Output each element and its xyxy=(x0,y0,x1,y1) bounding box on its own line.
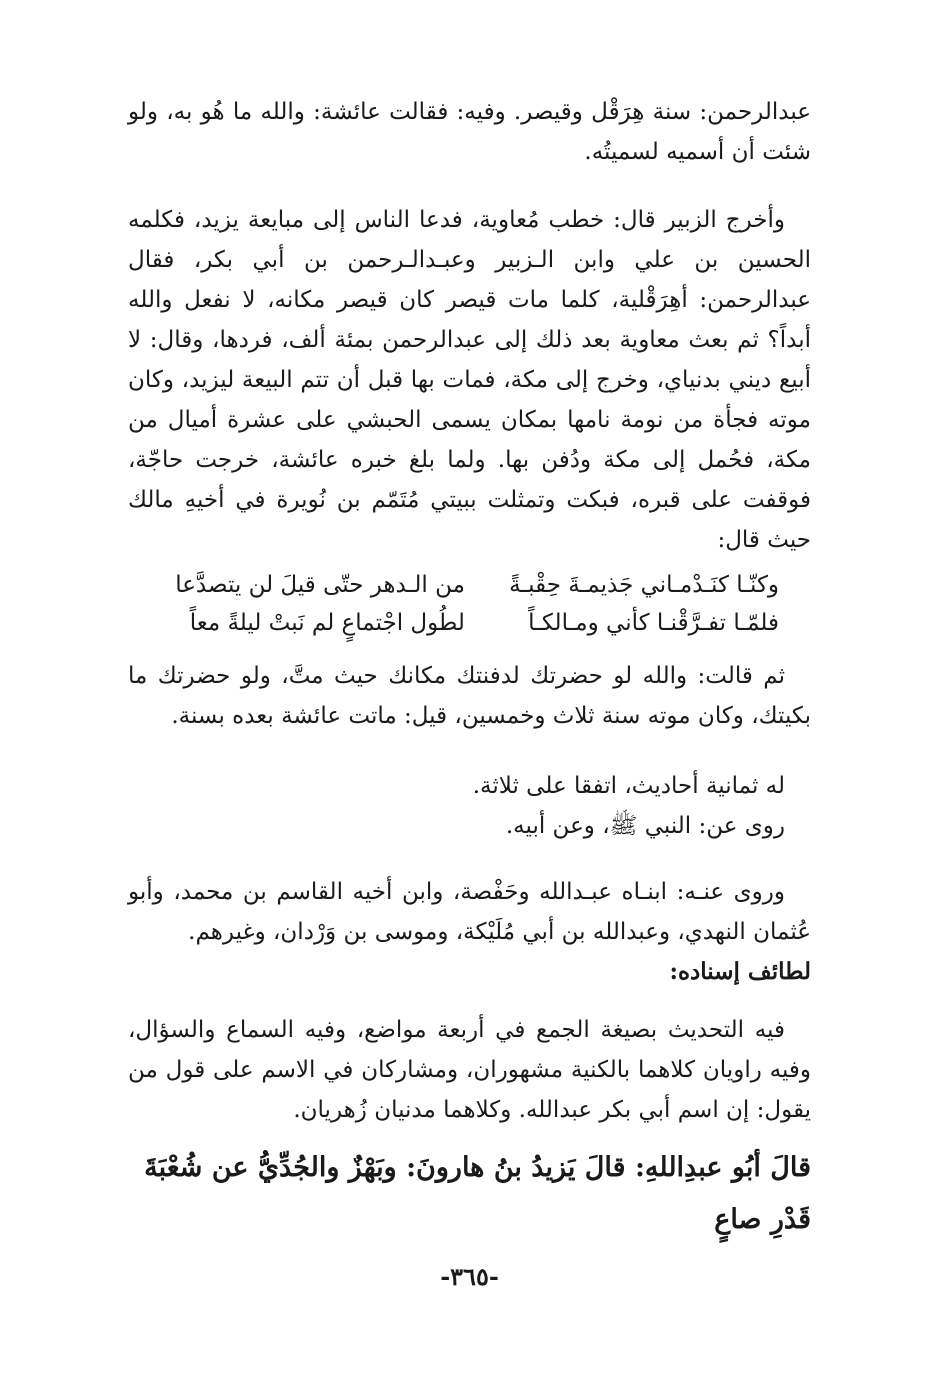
line-hadith-count: له ثمانية أحاديث، اتفقا على ثلاثة. xyxy=(472,773,785,799)
verse-1-first-hemistich: وكنّـا كنَـدْمـاني جَذيمـةَ حِقْبـةً xyxy=(509,572,779,598)
verse-2-second-hemistich: لطُول اجْتماعٍ لم نَبتْ ليلةً معاً xyxy=(189,610,465,636)
paragraph-block-4 xyxy=(128,766,811,846)
line-narrated-from: روى عن: النبي ﷺ، وعن أبيه. xyxy=(505,813,785,839)
poem-verse-2 xyxy=(175,604,779,642)
paragraph-block-5 xyxy=(128,872,811,992)
paragraph-block-1 xyxy=(128,92,811,172)
verse-1-second-hemistich: من الـدهر حتّى قيلَ لن يتصدَّعا xyxy=(175,572,465,598)
section-heading-lataif: لطائف إسناده: xyxy=(669,958,811,985)
paragraph-narrators-from-him: وروى عنـه: ابنـاه عبـدالله وحَفْصة، وابن أخيه القاسم بن محمد، وأبو عُثمان النهدي، وعبدالله بن أبي مُلَيْكة، وموسى بن وَرْدان، وغيرهم. xyxy=(128,879,811,945)
paragraph-zubair-narration: وأخرج الزبير قال: خطب مُعاوية، فدعا الناس إلى مبايعة يزيد، فكلمه الحسين بن علي وابن الـزبير وعبـدالـرحمن بن أبي بكر، فقال عبدالرحمن: أهِرَقْلية، كلما مات قيصر كان قيصر مكانه، لا نفعل والله أبداً؟ ثم بعث معاوية بعد ذلك إلى عبدالرحمن بمئة ألف، فردها، وقال: لا أبيع ديني بدنياي، وخرج إلى مكة، فمات بها قبل أن تتم البيعة ليزيد، وكان موته فجأة من نومة نامها بمكان يسمى الحبشي على عشرة أميال من مكة، فحُمل إلى مكة ودُفن بها. ولما بلغ خبره عائشة، خرجت حاجّة، فوقفت على قبره، فبكت وتمثلت ببيتي مُتَمّم بن نُويرة في أخيهِ مالك حيث قال: xyxy=(128,207,812,553)
paragraph-block-6 xyxy=(128,1010,811,1130)
page-number: -٣٦٥- xyxy=(440,1262,499,1291)
paragraph-block-3 xyxy=(128,656,811,736)
paragraph-isnad-notes: فيه التحديث بصيغة الجمع في أربعة مواضع، وفيه السماع والسؤال، وفيه راويان كلاهما بالكنية مشهوران، ومشاركان في الاسم على قول من يقول: إن اسم أبي بكر عبدالله. وكلاهما مدنيان زُهريان. xyxy=(128,1017,811,1123)
paragraph-block-2 xyxy=(128,200,811,560)
verse-2-first-hemistich: فلمّـا تفـرَّقْنـا كأني ومـالكـاً xyxy=(528,610,779,636)
poem-verse-1 xyxy=(175,566,779,604)
hadith-text: قالَ أبُو عبدِاللهِ: قالَ يَزيدُ بنُ هارونَ: وبَهْزٌ والجُدِّيُّ عن شُعْبَةَ قَدْرِ صاعٍ xyxy=(144,1152,811,1235)
paragraph-aisha-saying: ثم قالت: والله لو حضرتك لدفنتك مكانك حيث متَّ، ولو حضرتك ما بكيتك، وكان موته سنة ثلاث وخمسين، قيل: ماتت عائشة بعده بسنة. xyxy=(128,663,811,729)
poem-verses xyxy=(175,566,779,642)
paragraph-continuation: عبدالرحمن: سنة هِرَقْل وقيصر. وفيه: فقالت عائشة: والله ما هُو به، ولو شئت أن أسميه لسميتُه. xyxy=(128,99,811,165)
